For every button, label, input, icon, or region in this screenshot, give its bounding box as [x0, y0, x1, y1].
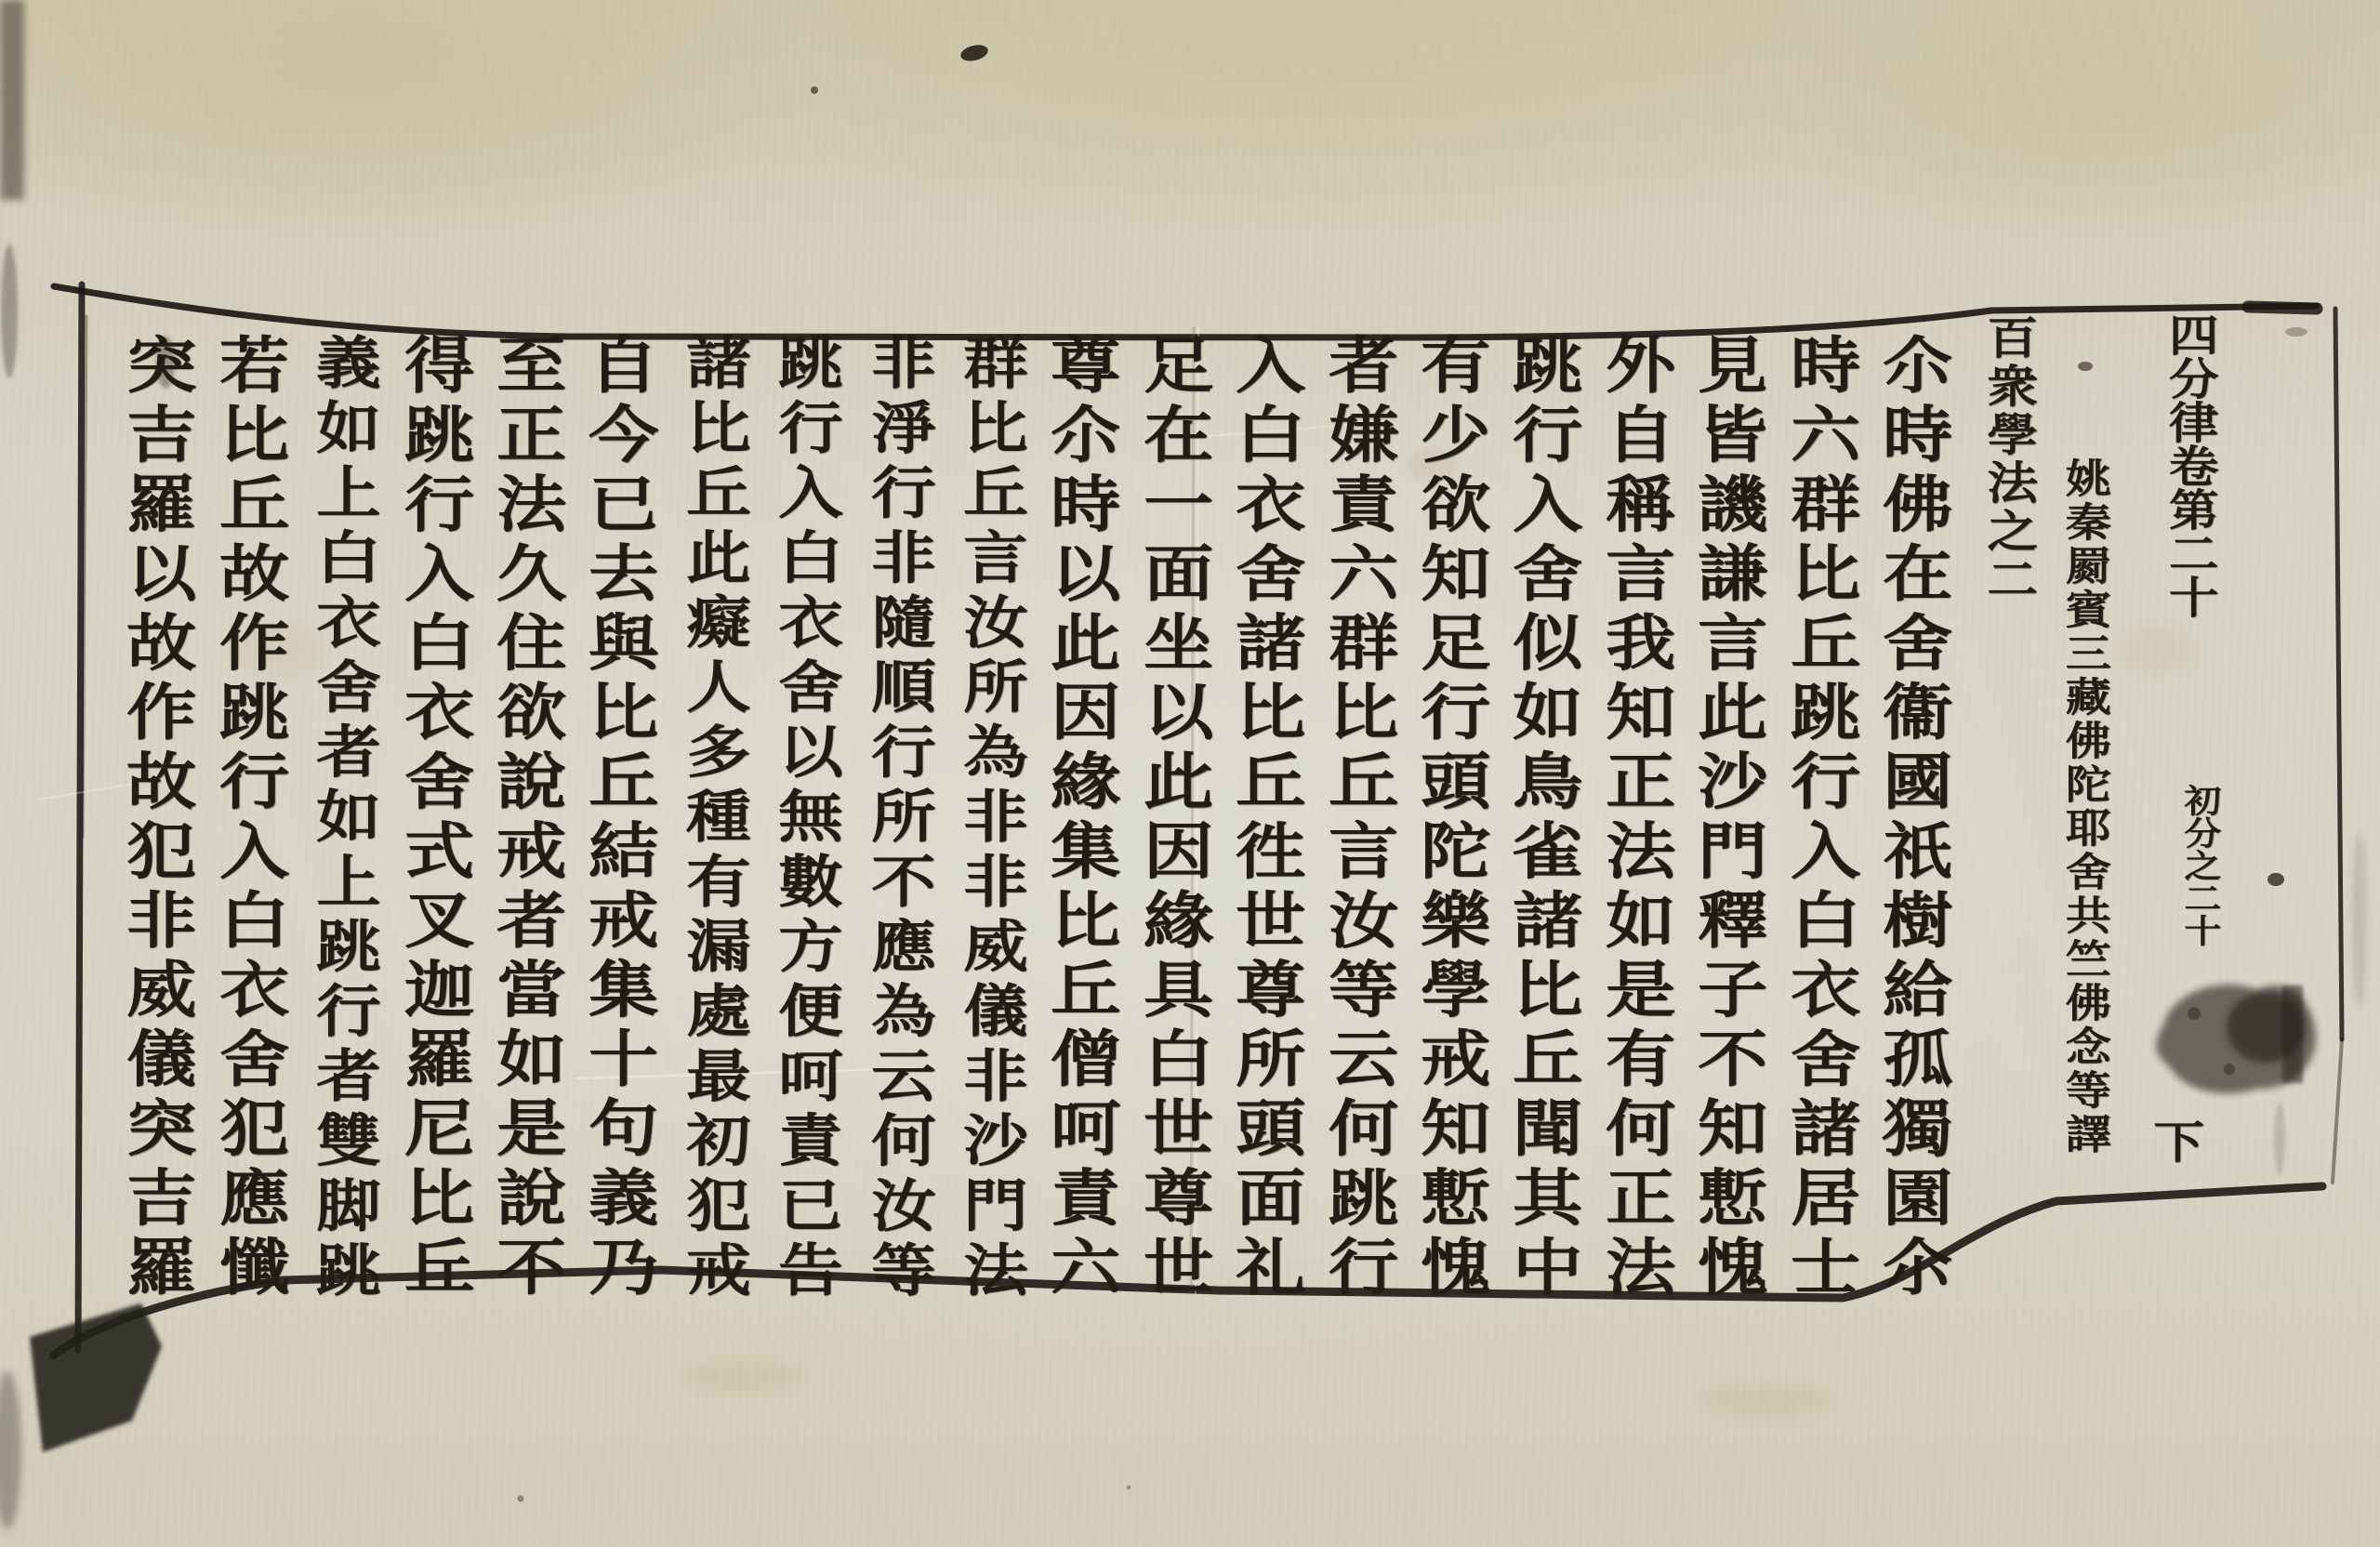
text-column: 群比丘言汝所為非非威儀非沙門法 [952, 333, 1028, 1305]
text-column: 足在一面坐以此因緣具白世尊世 [1130, 333, 1214, 1304]
scroll-title: 四分律卷第二十 [2160, 312, 2219, 618]
text-column: 跳行入白衣舍以無數方便呵責已告 [767, 333, 843, 1305]
text-column: 若比丘故作跳行入白衣舍犯應懺 [206, 333, 290, 1304]
text-column: 外自稱言我知正法如是有何正法 [1593, 333, 1676, 1304]
part-note: 初分之二十 [2178, 784, 2222, 946]
text-column: 義如上白衣舍者如上跳行者雙脚跳 [305, 333, 381, 1305]
text-column: 者嫌責六群比丘言汝等云何跳行 [1316, 333, 1399, 1304]
translator-column: 姚秦罽賓三藏佛陀耶舍共竺佛念等譯 [2057, 457, 2111, 1157]
volume-marker: 下 [2144, 1118, 2204, 1163]
text-column: 諸比丘此癡人多種有漏處最初犯戒 [675, 333, 751, 1305]
text-column: 時六群比丘跳行入白衣舍諸居士 [1778, 333, 1861, 1304]
text-column: 突吉羅以故作故犯非威儀突吉羅 [113, 333, 197, 1304]
text-column: 尒時佛在舍衞國祇樹給孤獨園尒 [1870, 333, 1953, 1304]
section-heading: 百衆學法之二 [1977, 314, 2038, 604]
text-column: 非淨行非隨順行所不應為云何汝等 [860, 333, 936, 1305]
text-column: 見皆譏謙言此沙門釋子不知慙愧 [1685, 333, 1768, 1304]
text-column: 至正法久住欲說戒者當如是說不 [483, 333, 567, 1304]
text-column: 自今已去與比丘結戒集十句義乃 [575, 333, 659, 1304]
text-column: 得跳行入白衣舍式叉迦羅尼比丘 [391, 333, 475, 1304]
text-column: 有少欲知足行頭陀樂學戒知慙愧 [1408, 333, 1491, 1304]
title-column [2144, 312, 2222, 1163]
text-column: 尊尒時以此因緣集比丘僧呵責六 [1038, 333, 1121, 1304]
text-column: 跳行入舍似如鳥雀諸比丘聞其中 [1500, 333, 1583, 1304]
text-column: 入白衣舍諸比丘徃世尊所頭面礼 [1223, 333, 1306, 1304]
